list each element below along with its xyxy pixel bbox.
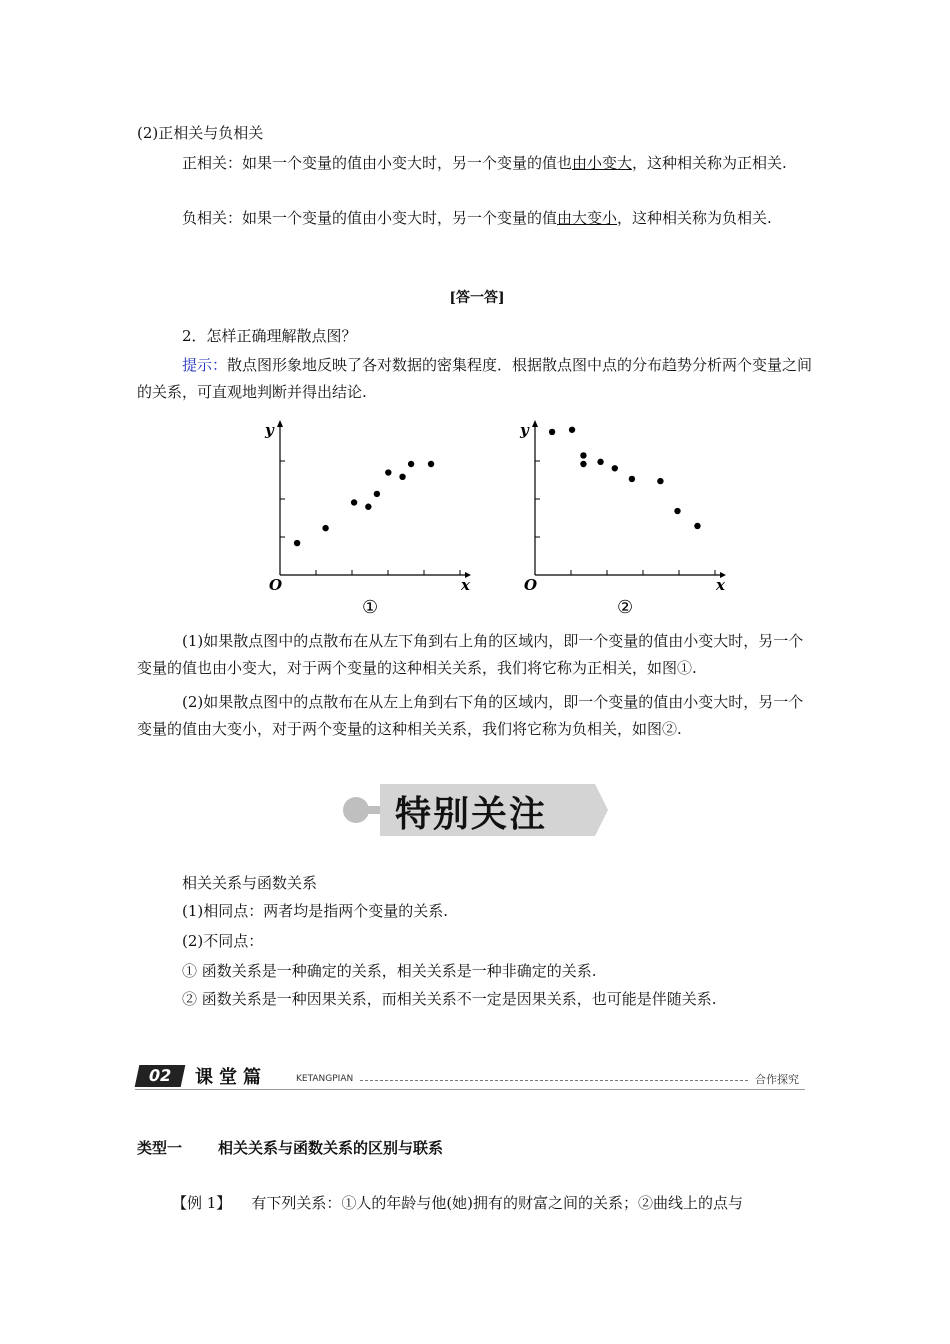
- data-point: [374, 491, 380, 497]
- x-axis-label: x: [716, 576, 725, 594]
- positive-correlation-definition: [137, 150, 817, 177]
- origin-label: O: [524, 576, 538, 594]
- type-title: 相关关系与函数关系的区别与联系: [218, 1139, 444, 1157]
- chart-caption: ①: [362, 597, 379, 618]
- data-point: [569, 427, 575, 433]
- chart-caption: ②: [617, 597, 634, 618]
- data-point: [549, 429, 555, 435]
- example-label: 【例 1】: [172, 1194, 232, 1212]
- subsection-heading: (2)正相关与负相关: [137, 124, 264, 142]
- positive-prefix: 正相关：如果一个变量的值由小变大时，另一个变量的值也: [182, 154, 573, 172]
- section-right-label: 合作探究: [755, 1073, 799, 1086]
- y-axis-label: y: [520, 421, 529, 439]
- y-axis-arrow: [277, 420, 283, 427]
- example-text: 有下列关系：①人的年龄与他(她)拥有的财富之间的关系；②曲线上的点与: [251, 1194, 744, 1212]
- data-point: [428, 461, 434, 467]
- data-point: [294, 540, 300, 546]
- data-point: [351, 499, 357, 505]
- section-title: 课堂篇: [195, 1067, 267, 1088]
- explanation-positive: (1)如果散点图中的点散布在从左下角到右上角的区域内，即一个变量的值由小变大时，另一个变量的值也由小变大，对于两个变量的这种相关关系，我们将它称为正相关，如图①.: [137, 632, 804, 677]
- data-point: [694, 523, 700, 529]
- hint-label: 提示：: [182, 356, 228, 374]
- qa-question: 2．怎样正确理解散点图？: [182, 327, 357, 345]
- y-axis-arrow: [532, 420, 538, 427]
- section-number-badge: 02: [135, 1065, 186, 1087]
- data-point: [365, 504, 371, 510]
- data-point: [674, 508, 680, 514]
- special-banner-title: 特别关注: [395, 794, 548, 835]
- data-point: [399, 474, 405, 480]
- positive-underlined: 由小变大: [572, 154, 633, 172]
- data-point: [612, 465, 618, 471]
- data-point: [408, 461, 414, 467]
- x-axis-label: x: [461, 576, 470, 594]
- section-rule: [135, 1089, 805, 1090]
- data-point: [385, 469, 391, 475]
- data-point: [597, 459, 603, 465]
- explanation-negative: (2)如果散点图中的点散布在从左上角到右下角的区域内，即一个变量的值由小变大时，另一个变量的值由大变小，对于两个变量的这种相关关系，我们将它称为负相关，如图②.: [137, 693, 804, 738]
- qa-hint: [137, 352, 817, 406]
- data-point: [629, 476, 635, 482]
- data-point: [322, 525, 328, 531]
- special-title: 相关关系与函数关系: [182, 874, 318, 892]
- special-difference-1: ① 函数关系是一种确定的关系，相关关系是一种非确定的关系.: [182, 962, 597, 980]
- type-heading: [137, 1135, 817, 1162]
- type-label: 类型一: [137, 1139, 183, 1157]
- scatter-chart-positive: [255, 415, 485, 620]
- example-paragraph: [172, 1190, 822, 1217]
- negative-correlation-definition: [137, 205, 817, 232]
- scatter-chart-negative: [510, 415, 740, 620]
- positive-suffix: ，这种相关称为正相关.: [632, 154, 787, 172]
- data-point: [657, 478, 663, 484]
- negative-underlined: 由大变小: [557, 209, 618, 227]
- special-difference-2: ② 函数关系是一种因果关系，而相关关系不一定是因果关系，也可能是伴随关系.: [182, 990, 717, 1008]
- section-pinyin: KETANGPIAN: [296, 1074, 354, 1084]
- data-point: [580, 452, 586, 458]
- hint-text: 散点图形象地反映了各对数据的密集程度．根据散点图中点的分布趋势分析两个变量之间的关系，可直观地判断并得出结论.: [137, 356, 813, 401]
- special-difference-heading: (2)不同点：: [182, 932, 264, 950]
- section-dashed-divider: [360, 1080, 748, 1081]
- origin-label: O: [269, 576, 283, 594]
- special-similarity: (1)相同点：两者均是指两个变量的关系.: [182, 902, 449, 920]
- negative-prefix: 负相关：如果一个变量的值由小变大时，另一个变量的值: [182, 209, 558, 227]
- data-point: [580, 461, 586, 467]
- y-axis-label: y: [265, 421, 274, 439]
- negative-suffix: ，这种相关称为负相关.: [617, 209, 772, 227]
- qa-title: [答一答]: [449, 290, 505, 306]
